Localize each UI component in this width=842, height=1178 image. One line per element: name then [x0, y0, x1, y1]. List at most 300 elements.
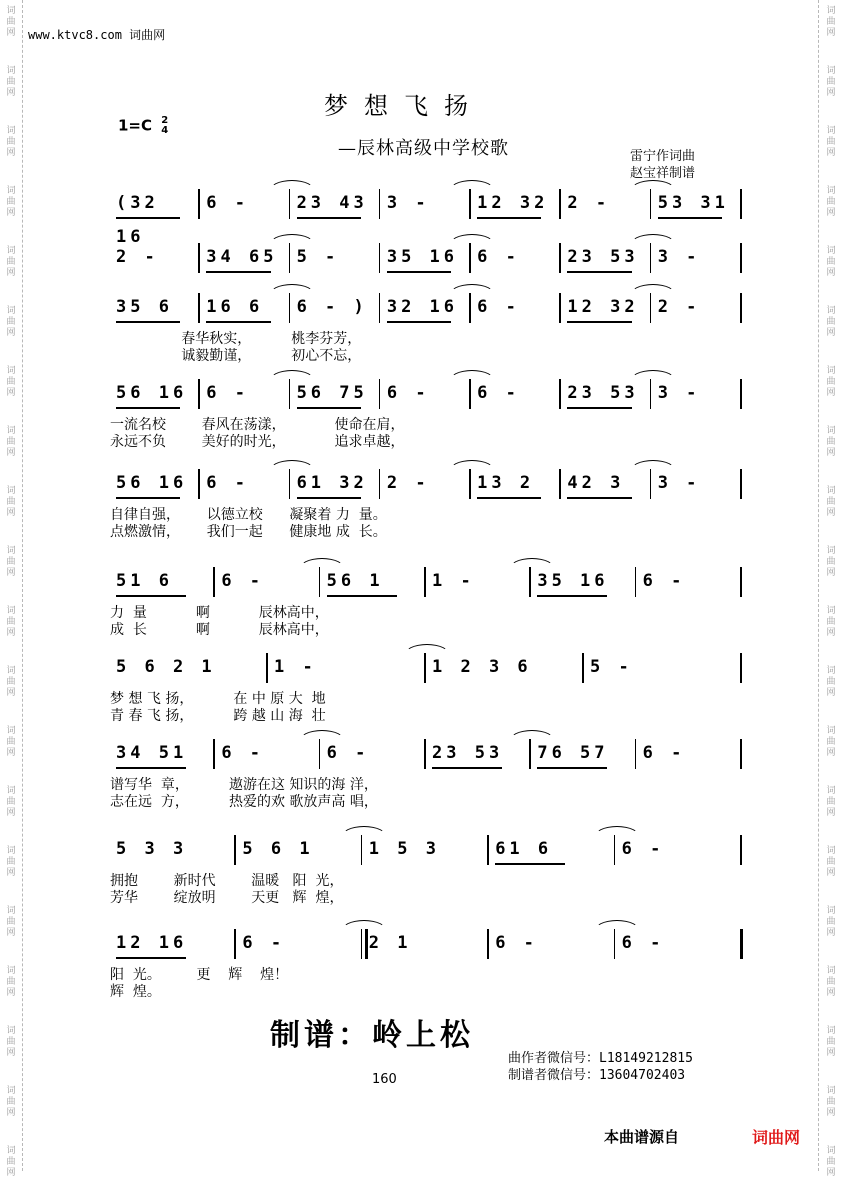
watermark-char: 曲 — [6, 437, 16, 447]
barline — [319, 739, 321, 769]
watermark-char: 词 — [6, 186, 16, 196]
barline — [213, 567, 215, 597]
watermark-char: 网 — [826, 388, 836, 398]
watermark-char: 网 — [6, 1168, 16, 1178]
watermark-char: 词 — [6, 126, 16, 136]
measure: 35 16 — [386, 247, 459, 267]
watermark-char: 词 — [6, 1086, 16, 1096]
slur-arc — [449, 284, 495, 295]
watermark-char: 网 — [826, 808, 836, 818]
barline — [379, 243, 381, 273]
watermark-char: 词 — [826, 726, 836, 736]
barline — [424, 567, 426, 597]
barline — [614, 929, 616, 959]
barline — [289, 469, 291, 499]
measure: 56 75 — [296, 383, 368, 403]
beam-underline — [537, 595, 607, 597]
barline — [198, 243, 200, 273]
watermark-char: 网 — [826, 148, 836, 158]
watermark-char: 网 — [826, 928, 836, 938]
beam-underline — [567, 407, 631, 409]
measure: 51 6 — [116, 571, 173, 591]
watermark-char: 曲 — [826, 137, 836, 147]
measure: 1 2 3 6 — [432, 657, 532, 677]
watermark-char: 词 — [6, 546, 16, 556]
barline — [614, 835, 616, 865]
measure: 23 53 — [432, 743, 504, 763]
key-signature — [118, 116, 168, 136]
measure: 34 51 — [116, 743, 188, 763]
watermark-char: 网 — [6, 868, 16, 878]
barline — [635, 739, 637, 769]
measure: 3 - — [657, 247, 701, 267]
beam-underline — [567, 321, 631, 323]
end-barline — [740, 929, 743, 959]
watermark-char: 词 — [826, 546, 836, 556]
beam-underline — [297, 497, 361, 499]
barline — [650, 243, 652, 273]
measure: 6 - — [386, 383, 430, 403]
site-watermark: www.ktvc8.com 词曲网 — [28, 28, 166, 42]
end-barline — [740, 567, 742, 597]
watermark-char: 词 — [6, 6, 16, 16]
watermark-char: 网 — [6, 388, 16, 398]
beam-underline — [327, 595, 397, 597]
watermark-char: 曲 — [6, 1037, 16, 1047]
barline — [379, 293, 381, 323]
notation-row — [110, 240, 742, 274]
watermark-char: 曲 — [826, 77, 836, 87]
beam-underline — [432, 767, 502, 769]
watermark-char: 曲 — [6, 977, 16, 987]
time-denominator: 4 — [161, 125, 169, 136]
watermark-char: 词 — [6, 786, 16, 796]
beam-underline — [495, 863, 565, 865]
watermark-char: 网 — [6, 328, 16, 338]
watermark-char: 曲 — [6, 557, 16, 567]
watermark-char: 网 — [6, 268, 16, 278]
lyric-line: 芳华 绽放明 天更 辉 煌， — [110, 890, 344, 906]
beam-underline — [116, 407, 180, 409]
watermark-char: 曲 — [826, 1157, 836, 1167]
barline — [559, 243, 561, 273]
watermark-char: 词 — [826, 1086, 836, 1096]
notation-row — [110, 926, 742, 960]
watermark-char: 词 — [826, 906, 836, 916]
measure: 34 65 — [206, 247, 278, 267]
watermark-char: 网 — [826, 1168, 836, 1178]
lyric-line: 春华秋实， 桃李芬芳， — [110, 331, 362, 347]
watermark-char: 曲 — [826, 977, 836, 987]
watermark-char: 网 — [826, 268, 836, 278]
arranger-signature: 制谱：岭上松 — [270, 1018, 474, 1053]
watermark-char: 词 — [6, 966, 16, 976]
song-title: 梦想飞扬 — [324, 92, 484, 120]
watermark-char: 网 — [6, 928, 16, 938]
lyric-line: 点燃激情， 我们一起 健康地 成 长。 — [110, 524, 387, 540]
slur-arc — [299, 558, 345, 569]
notation-row — [110, 290, 742, 324]
barline — [289, 243, 291, 273]
slur-arc — [449, 460, 495, 471]
measure: 6 - — [206, 473, 249, 493]
watermark-char: 曲 — [6, 317, 16, 327]
slur-arc — [404, 644, 450, 655]
watermark-char: 曲 — [6, 197, 16, 207]
lyric-line: 青 春 飞 扬， 跨 越 山 海 壮 — [110, 708, 326, 724]
watermark-char: 词 — [6, 846, 16, 856]
watermark-char: 网 — [826, 508, 836, 518]
barline — [289, 189, 291, 219]
measure: 3 - — [657, 383, 701, 403]
barline — [198, 469, 200, 499]
watermark-char: 词 — [826, 246, 836, 256]
watermark-char: 词 — [6, 666, 16, 676]
watermark-char: 曲 — [6, 617, 16, 627]
barline — [289, 379, 291, 409]
measure: 6 - — [642, 743, 686, 763]
barline — [213, 739, 215, 769]
slur-arc — [449, 370, 495, 381]
barline — [266, 653, 268, 683]
watermark-char: 曲 — [6, 677, 16, 687]
beam-underline — [537, 767, 607, 769]
beam-underline — [567, 271, 631, 273]
slur-arc — [341, 920, 387, 931]
watermark-char: 曲 — [826, 257, 836, 267]
watermark-char: 网 — [826, 328, 836, 338]
watermark-char: 曲 — [826, 1097, 836, 1107]
lyric-line: 诚毅勤谨， 初心不忘， — [110, 348, 362, 364]
watermark-char: 词 — [6, 366, 16, 376]
lyric-line: 永远不负 美好的时光， 追求卓越， — [110, 434, 405, 450]
lyric-line: 一流名校 春风在荡漾， 使命在肩， — [110, 417, 405, 433]
measure: 35 6 — [116, 297, 173, 317]
watermark-char: 网 — [6, 1108, 16, 1118]
beam-underline — [206, 321, 270, 323]
barline — [469, 379, 471, 409]
watermark-char: 曲 — [826, 737, 836, 747]
lyric-line: 志在远 方， 热爱的欢 歌放声高 唱， — [110, 794, 378, 810]
watermark-char: 网 — [826, 208, 836, 218]
watermark-char: 网 — [6, 148, 16, 158]
watermark-char: 词 — [826, 606, 836, 616]
watermark-char: 曲 — [826, 197, 836, 207]
measure: 1 - — [432, 571, 475, 591]
barline — [424, 653, 426, 683]
barline — [379, 379, 381, 409]
slur-arc — [269, 284, 315, 295]
left-watermark-strip — [0, 0, 22, 1178]
barline — [469, 469, 471, 499]
watermark-char: 曲 — [6, 797, 16, 807]
measure: 5 6 2 1 — [116, 657, 216, 677]
watermark-char: 曲 — [826, 557, 836, 567]
slur-arc — [594, 826, 640, 837]
barline — [582, 653, 584, 683]
notation-row — [110, 376, 742, 410]
measure: 6 - — [206, 193, 249, 213]
slur-arc — [449, 234, 495, 245]
measure: 6 - — [642, 571, 686, 591]
measure: 6 - — [221, 743, 265, 763]
watermark-char: 网 — [6, 808, 16, 818]
watermark-char: 曲 — [826, 1037, 836, 1047]
watermark-char: 曲 — [6, 737, 16, 747]
watermark-char: 网 — [6, 28, 16, 38]
measure: 1 5 3 — [368, 839, 440, 859]
watermark-char: 网 — [6, 688, 16, 698]
measure: 6 - — [477, 297, 520, 317]
watermark-char: 词 — [6, 726, 16, 736]
left-margin-line — [22, 0, 23, 1171]
barline — [529, 567, 531, 597]
watermark-char: 词 — [6, 306, 16, 316]
slur-arc — [269, 370, 315, 381]
measure: 12 32 — [477, 193, 549, 213]
measure: 6 - — [221, 571, 265, 591]
measure: 53 31 — [657, 193, 729, 213]
right-margin-line — [818, 0, 819, 1171]
slur-arc — [269, 180, 315, 191]
watermark-char: 词 — [826, 666, 836, 676]
measure: 56 16 — [116, 383, 188, 403]
notation-row — [110, 650, 742, 684]
watermark-char: 网 — [6, 448, 16, 458]
end-barline — [740, 653, 742, 683]
notation-row — [110, 186, 742, 247]
lyric-line: 辉 煌。 — [110, 984, 161, 1000]
measure: 35 16 — [537, 571, 609, 591]
measure: 6 - — [242, 933, 286, 953]
watermark-char: 词 — [826, 6, 836, 16]
time-signature — [161, 116, 168, 136]
barline — [559, 379, 561, 409]
arranger-wechat: 制谱者微信号：13604702403 — [508, 1068, 686, 1083]
barline — [424, 739, 426, 769]
barline — [650, 189, 652, 219]
watermark-char: 曲 — [6, 137, 16, 147]
watermark-char: 网 — [826, 628, 836, 638]
barline — [559, 293, 561, 323]
end-barline — [740, 189, 742, 219]
barline — [379, 189, 381, 219]
watermark-char: 曲 — [6, 857, 16, 867]
beam-underline — [387, 321, 451, 323]
slur-arc — [594, 920, 640, 931]
barline — [379, 469, 381, 499]
watermark-char: 曲 — [826, 317, 836, 327]
watermark-char: 词 — [6, 1026, 16, 1036]
barline — [650, 293, 652, 323]
beam-underline — [297, 407, 361, 409]
watermark-char: 网 — [826, 868, 836, 878]
beam-underline — [387, 271, 451, 273]
watermark-char: 词 — [826, 66, 836, 76]
lyric-line: 拥抱 新时代 温暖 阳 光， — [110, 873, 344, 889]
beam-underline — [116, 217, 180, 219]
watermark-char: 网 — [6, 988, 16, 998]
watermark-char: 网 — [826, 988, 836, 998]
measure: 23 43 — [296, 193, 368, 213]
barline — [361, 835, 363, 865]
barline — [198, 189, 200, 219]
barline — [559, 469, 561, 499]
right-watermark-strip — [820, 0, 842, 1178]
watermark-char: 词 — [6, 486, 16, 496]
source-label: 本曲谱源自 — [604, 1128, 680, 1146]
watermark-char: 网 — [826, 748, 836, 758]
beam-underline — [297, 217, 361, 219]
lyric-line: 成 长 啊 辰林高中， — [110, 622, 329, 638]
watermark-char: 网 — [826, 88, 836, 98]
barline — [650, 379, 652, 409]
measure: 6 - — [621, 933, 665, 953]
beam-underline — [116, 767, 186, 769]
measure: 42 3 — [567, 473, 625, 493]
watermark-char: 网 — [6, 508, 16, 518]
measure: 5 - — [296, 247, 340, 267]
barline — [635, 567, 637, 597]
watermark-char: 网 — [826, 1048, 836, 1058]
watermark-char: 词 — [826, 1026, 836, 1036]
measure: 2 - — [386, 473, 430, 493]
watermark-char: 词 — [6, 66, 16, 76]
watermark-char: 词 — [826, 786, 836, 796]
measure: 5 6 1 — [242, 839, 314, 859]
composer-credit: 雷宁作词曲 — [630, 149, 696, 164]
slur-arc — [630, 460, 676, 471]
measure: 6 - — [621, 839, 665, 859]
measure: 6 - ) — [296, 297, 368, 317]
watermark-char: 词 — [826, 1146, 836, 1156]
beam-underline — [116, 957, 186, 959]
source-brand-link[interactable]: 词曲网 — [752, 1128, 801, 1147]
watermark-char: 词 — [826, 366, 836, 376]
measure: 6 - — [206, 383, 249, 403]
measure: 61 32 — [296, 473, 368, 493]
slur-arc — [630, 234, 676, 245]
barline — [234, 835, 236, 865]
watermark-char: 曲 — [6, 77, 16, 87]
beam-underline — [206, 271, 270, 273]
slur-arc — [630, 284, 676, 295]
slur-arc — [449, 180, 495, 191]
watermark-char: 曲 — [826, 617, 836, 627]
barline — [289, 293, 291, 323]
slur-arc — [630, 180, 676, 191]
repeat-barline — [365, 929, 368, 959]
barline — [198, 379, 200, 409]
measure: 32 16 — [386, 297, 459, 317]
slur-arc — [509, 558, 555, 569]
lyric-line: 谱写华 章， 遨游在这 知识的海 洋， — [110, 777, 378, 793]
watermark-char: 曲 — [826, 377, 836, 387]
end-barline — [740, 739, 742, 769]
watermark-char: 网 — [6, 568, 16, 578]
barline — [469, 189, 471, 219]
lyric-line: 阳 光。 更 辉 煌！ — [110, 967, 289, 983]
measure: 6 - — [477, 383, 520, 403]
notation-row — [110, 832, 742, 866]
measure: 6 - — [326, 743, 370, 763]
watermark-char: 网 — [826, 1108, 836, 1118]
beam-underline — [116, 595, 186, 597]
measure: 6 - — [495, 933, 538, 953]
watermark-char: 词 — [6, 906, 16, 916]
watermark-char: 曲 — [826, 17, 836, 27]
watermark-char: 曲 — [6, 497, 16, 507]
watermark-char: 网 — [826, 688, 836, 698]
watermark-char: 曲 — [826, 857, 836, 867]
watermark-char: 网 — [6, 748, 16, 758]
measure: 2 - — [116, 247, 159, 267]
lyric-line: 自律自强， 以德立校 凝聚着 力 量。 — [110, 507, 387, 523]
measure: 23 53 — [567, 383, 639, 403]
watermark-char: 词 — [826, 966, 836, 976]
measure: 56 1 — [326, 571, 384, 591]
barline — [559, 189, 561, 219]
beam-underline — [658, 217, 722, 219]
end-barline — [740, 835, 742, 865]
watermark-char: 词 — [826, 846, 836, 856]
measure: 2 - — [567, 193, 611, 213]
watermark-char: 曲 — [6, 917, 16, 927]
measure: 12 16 — [116, 933, 188, 953]
notation-row — [110, 466, 742, 500]
watermark-char: 曲 — [826, 437, 836, 447]
measure: 61 6 — [495, 839, 553, 859]
watermark-char: 曲 — [6, 257, 16, 267]
watermark-char: 网 — [6, 88, 16, 98]
barline — [234, 929, 236, 959]
watermark-char: 曲 — [826, 497, 836, 507]
watermark-char: 网 — [6, 208, 16, 218]
notation-row — [110, 564, 742, 598]
watermark-char: 词 — [6, 426, 16, 436]
watermark-char: 网 — [826, 28, 836, 38]
measure: 1 - — [274, 657, 317, 677]
slur-arc — [630, 370, 676, 381]
watermark-char: 词 — [826, 426, 836, 436]
end-barline — [740, 379, 742, 409]
watermark-char: 曲 — [826, 917, 836, 927]
watermark-char: 词 — [826, 306, 836, 316]
lyric-line: 梦 想 飞 扬， 在 中 原 大 地 — [110, 691, 326, 707]
measure: 13 2 — [477, 473, 535, 493]
watermark-char: 网 — [6, 628, 16, 638]
barline — [319, 567, 321, 597]
measure: 3 - — [657, 473, 701, 493]
measure: 5 - — [590, 657, 633, 677]
barline — [487, 929, 489, 959]
beam-underline — [477, 497, 541, 499]
barline — [198, 293, 200, 323]
notation-row — [110, 736, 742, 770]
watermark-char: 网 — [6, 1048, 16, 1058]
key-label: 1=C — [118, 116, 153, 135]
watermark-char: 词 — [6, 1146, 16, 1156]
measure: 16 6 — [206, 297, 264, 317]
barline — [650, 469, 652, 499]
beam-underline — [477, 217, 541, 219]
watermark-char: 曲 — [6, 1157, 16, 1167]
measure: 5 3 3 — [116, 839, 188, 859]
measure: 6 - — [477, 247, 520, 267]
watermark-char: 曲 — [6, 377, 16, 387]
end-barline — [740, 243, 742, 273]
end-barline — [740, 293, 742, 323]
